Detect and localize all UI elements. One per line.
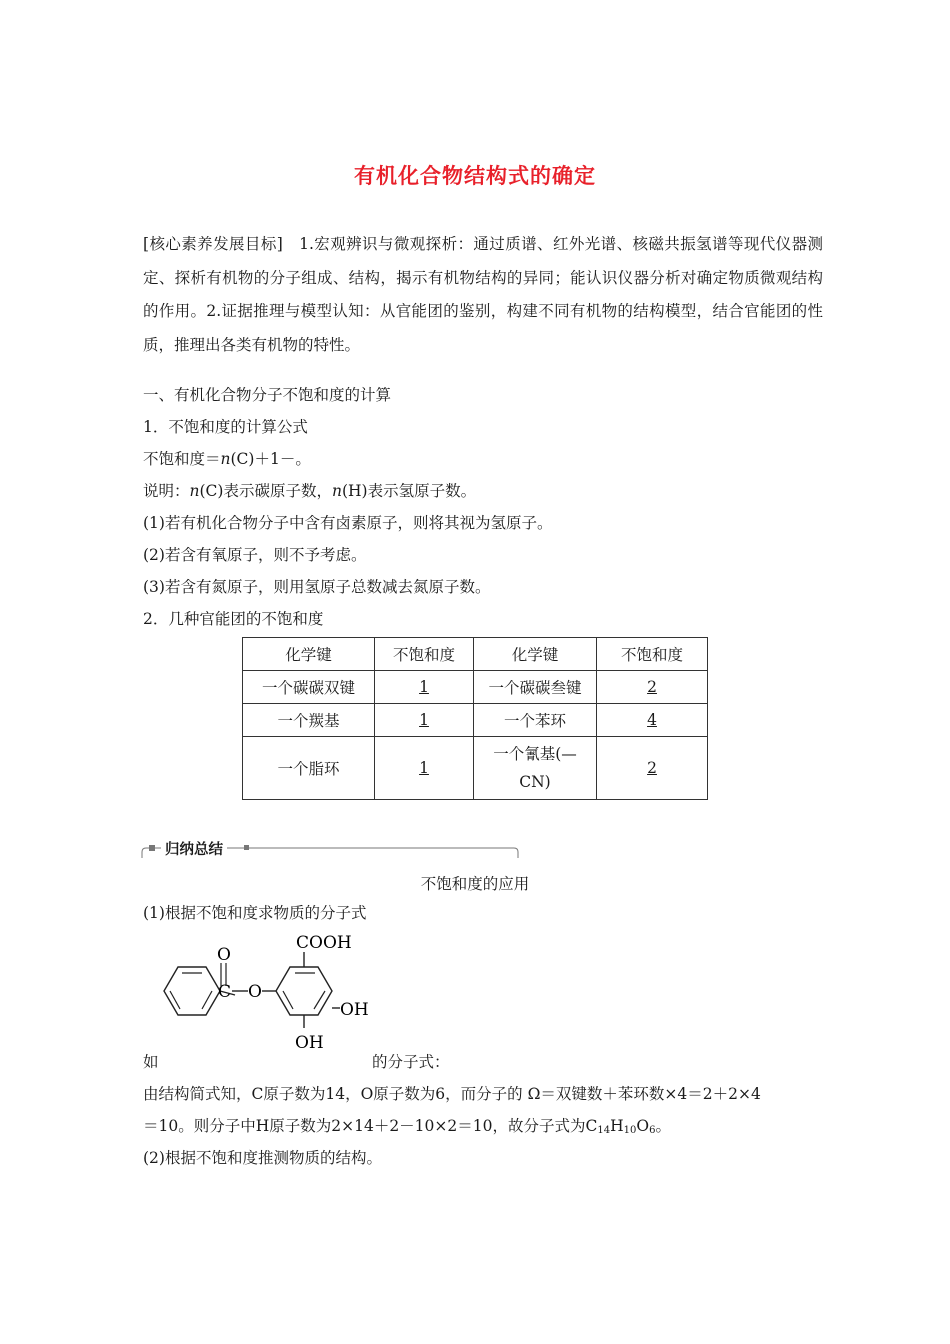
carbonyl-carbon: C: [218, 982, 232, 1002]
section1-heading: 一、有机化合物分子不饱和度的计算: [143, 386, 392, 404]
calculation-line-1: 由结构简式知，C原子数为14，O原子数为6，而分子的 Ω＝双键数＋苯环数×4＝2＋2×4: [143, 1085, 761, 1103]
ester-oxygen: O: [248, 982, 262, 1002]
table-header: 不饱和度: [597, 638, 708, 671]
table-cell: 2: [597, 737, 708, 800]
ru-text: 如: [143, 1053, 159, 1071]
table-cell: 2: [597, 671, 708, 704]
table-cell: 1: [375, 737, 474, 800]
rule-1: (1)若有机化合物分子中含有卤素原子，则将其视为氢原子。: [143, 514, 553, 532]
carboxyl-group: COOH: [296, 933, 352, 953]
table-cell: 1: [375, 704, 474, 737]
sub2-heading: 2．几种官能团的不饱和度: [143, 610, 324, 628]
ru-tail-text: 的分子式：: [372, 1053, 450, 1071]
core-goals-paragraph: [核心素养发展目标] 1.宏观辨识与微观探析：通过质谱、红外光谱、核磁共振氢谱等现代仪器测定、探析有机物的分子组成、结构，揭示有机物结构的异同；能认识仪器分析对确定物质微观结构的作用。2.证据推理与模型认知：从官能团的鉴别，构建不同有机物的结构模型，结合官能团的性质，推理出各类有机物的特性。: [143, 235, 823, 354]
molecule-structure: [150, 930, 380, 1070]
page-title: 有机化合物结构式的确定: [354, 164, 596, 188]
rule-3: (3)若含有氮原子，则用氢原子总数减去氮原子数。: [143, 578, 491, 596]
sub1-heading: 1．不饱和度的计算公式: [143, 418, 308, 436]
table-cell: 一个羰基: [243, 704, 375, 737]
hydroxyl-bottom: OH: [295, 1033, 324, 1053]
table-cell: 4: [597, 704, 708, 737]
table-header: 化学键: [474, 638, 597, 671]
table-cell: 一个脂环: [243, 737, 375, 800]
formula-line: 不饱和度＝n(C)＋1－。: [143, 450, 311, 468]
calculation-line-2: ＝10。则分子中H原子数为2×14＋2－10×2＝10，故分子式为$C_{14}H_{10}O_6$。: [143, 1117, 671, 1136]
summary-title: 不饱和度的应用: [420, 875, 530, 893]
application-2: (2)根据不饱和度推测物质的结构。: [143, 1149, 382, 1167]
hydroxyl-right: OH: [340, 1000, 369, 1020]
table-header: 化学键: [243, 638, 375, 671]
table-cell: 1: [375, 671, 474, 704]
application-1: (1)根据不饱和度求物质的分子式: [143, 904, 367, 922]
carbonyl-oxygen: O: [217, 945, 231, 965]
table-cell: 一个氰基(—CN): [474, 737, 597, 800]
rule-2: (2)若含有氧原子，则不予考虑。: [143, 546, 367, 564]
unsaturation-table: [242, 637, 708, 800]
table-header: 不饱和度: [375, 638, 474, 671]
table-cell: 一个碳碳叁键: [474, 671, 597, 704]
explain-line: 说明：n(C)表示碳原子数，n(H)表示氢原子数。: [143, 482, 477, 500]
table-cell: 一个苯环: [474, 704, 597, 737]
table-cell: 一个碳碳双键: [243, 671, 375, 704]
summary-label: 归纳总结: [161, 838, 227, 859]
